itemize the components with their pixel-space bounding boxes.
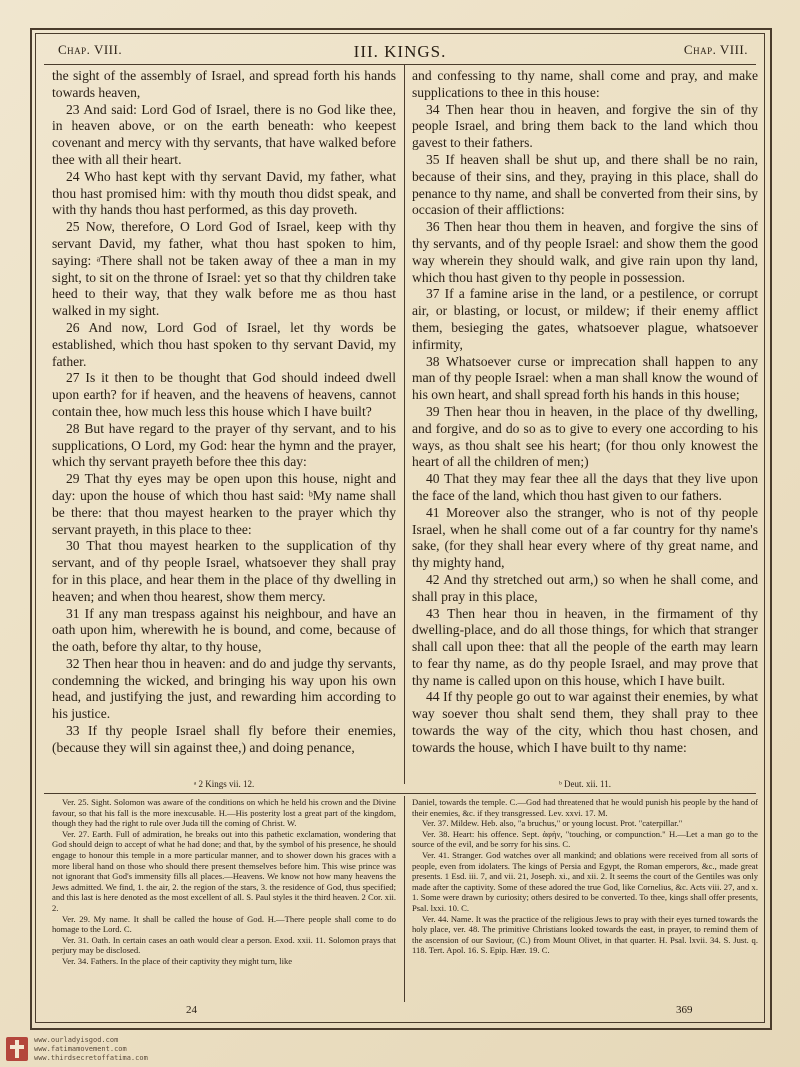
left-text-column xyxy=(52,68,396,774)
cross-reference-right: ᵇ Deut. xii. 11. xyxy=(559,779,611,789)
book-title: III. KINGS. xyxy=(353,42,447,61)
watermark-url[interactable]: www.thirdsecretoffatima.com xyxy=(34,1054,148,1062)
verse-paragraph: 34 Then hear thou in heaven, and forgive the sin of thy people Israel, and bring them back to the land which thou gavest to their fathers. xyxy=(412,101,758,151)
watermark-url[interactable]: www.fatimamovement.com xyxy=(34,1045,127,1053)
chapter-label-right: Chap. VIII. xyxy=(683,42,748,57)
verse-paragraph: the sight of the assembly of Israel, and spread forth his hands towards heaven, xyxy=(52,68,396,100)
commentary-left xyxy=(52,797,396,1003)
header-rule xyxy=(44,64,756,65)
watermark xyxy=(4,1034,224,1064)
verse-paragraph: 25 Now, therefore, O Lord God of Israel, keep with thy servant David, my father, what thou hast spoken to him, saying: ᵃThere shall not be taken away of thee a man in my sight, to sit on the throne of Israel: yet so that thy children take heed to their way, that they walk before me as thou hast walked in my sight. xyxy=(52,219,396,319)
page-number-right: 369 xyxy=(676,1004,693,1016)
commentary-note: Ver. 38. Heart: his offence. Sept. ἁφὴν, "touching, or compunction." H.—Let a man go to the source of the evil, and be sorry for his sins. C. xyxy=(412,828,758,850)
verse-paragraph: 27 Is it then to be thought that God should indeed dwell upon earth? for if heaven, and the heavens of heavens, cannot contain thee, how much less this house which I have built? xyxy=(52,370,396,419)
verse-paragraph: 35 If heaven shall be shut up, and there shall be no rain, because of their sins, and they, praying in this place, shall do penance to thy name, and shall be converted from their sins, by occasion of their afflictions: xyxy=(412,151,758,218)
verse-paragraph: and confessing to thy name, shall come and pray, and make supplications to thee in this house: xyxy=(412,68,758,100)
cross-logo-icon xyxy=(6,1037,28,1061)
notes-rule xyxy=(44,793,756,794)
commentary-note: Ver. 27. Earth. Full of admiration, he breaks out into this pathetic exclamation, wondering that God should deign to accept of what he had done; and that, by the symbol of his presence, he should engage to honour this temple in a more particular manner, and to shower down his graces with a more liberal hand on those who should there present themselves before him. This wise prince was not ignorant that God's immensity fills all places.—Heavens. We know not how many heavens the Jews admitted. We find, 1. the air, 2. the region of the stars, 3. the residence of God, thus specified; and this last is here denoted as the most excellent of all. S. Paul styles it the third heaven. 2 Cor. xii. 2. xyxy=(52,828,396,913)
verse-paragraph: 38 Whatsoever curse or imprecation shall happen to any man of thy people Israel: when a man shall know the wound of his own heart, and shall spread forth his hands in this house; xyxy=(412,353,758,403)
commentary-note: Ver. 37. Mildew. Heb. also, "a bruchus," or young locust. Prot. "caterpillar." xyxy=(422,818,683,829)
verse-paragraph: 44 If thy people go out to war against their enemies, by what way soever thou shalt send them, they shall pray to thee towards the way of the city, which thou hast chosen, and towards the house, which I have built to thy name: xyxy=(412,689,758,755)
commentary-note: Ver. 34. Fathers. In the place of their captivity they might turn, like xyxy=(62,955,293,966)
commentary-right xyxy=(412,797,758,1003)
verse-paragraph: 31 If any man trespass against his neighbour, and have an oath upon him, wherewith he is bound, and come, because of the oath, before thy altar, to thy house, xyxy=(52,605,396,655)
commentary-note: Ver. 29. My name. It shall be called the house of God. H.—There people shall come to do homage to the Lord. C. xyxy=(52,913,396,935)
verse-paragraph: 36 Then hear thou them in heaven, and forgive the sins of thy servants, and of thy people Israel: and show them the good way wherein they should walk, and give rain upon thy land, which thou hast given to thy people in possession. xyxy=(412,219,758,285)
running-head xyxy=(44,38,756,64)
verse-paragraph: 23 And said: Lord God of Israel, there is no God like thee, in heaven above, or on the earth beneath: who keepest covenant and mercy with thy servants, that have walked before thee with all their heart. xyxy=(52,101,396,167)
notes-column-divider xyxy=(404,796,405,1002)
verse-paragraph: 29 That thy eyes may be open upon this house, night and day: upon the house of which thou hast said: ᵇMy name shall be there: that thou mayest hearken to the prayer which thy servant prayeth, in this place to thee: xyxy=(52,471,396,537)
commentary-note: Ver. 44. Name. It was the practice of the religious Jews to pray with their eyes turned towards the holy place, ver. 48. The primitive Christians looked towards the east, in prayer, to remind them of the ascension of our Saviour, (C.) from Mount Olivet, in that quarter. H. Psal. lxvii. 34. S. Just. q. 118. Tert. Apol. 16. S. Epip. Hær. 19. C. xyxy=(412,913,758,956)
verse-paragraph: 28 But have regard to the prayer of thy servant, and to his supplications, O Lord, my God: hear the hymn and the prayer, which thy servant prayeth before thee this day: xyxy=(52,420,396,470)
commentary-note: Ver. 41. Stranger. God watches over all mankind; and oblations were received from all sorts of people, even from idolaters. The kings of Persia and Egypt, the Roman emperors, &c., made great presents. 1 Esd. iii. 7, and vii. 21, Joseph. xi., and xii. 2. It seems the court of the Gentiles was only made after the captivity. Some of these adored the true God, like Cornelius, &c. Acts viii. 27, and x. 1. Some were drawn by curiosity; others desired to be converted. To thee, kings shall offer presents, Psal. lxxi. 10. C. xyxy=(412,849,758,913)
verse-paragraph: 32 Then hear thou in heaven: and do and judge thy servants, condemning the wicked, and bringing his way upon his own head, and justifying the just, and rewarding him according to his justice. xyxy=(52,655,396,722)
verse-paragraph: 43 Then hear thou in heaven, in the firmament of thy dwelling-place, and do all those things, for which that stranger shall call upon thee: that all the people of the earth may learn to fear thy name, as do thy people Israel, and may prove that thy name is called upon on this house, which I have built. xyxy=(412,605,758,688)
right-text-column xyxy=(412,68,758,774)
verse-paragraph: 42 And thy stretched out arm,) so when he shall come, and shall pray in this place, xyxy=(412,571,758,604)
commentary-note: Daniel, towards the temple. C.—God had threatened that he would punish his people by the hand of their enemies, &c. if they transgressed. Lev. xxvi. 17. M. xyxy=(412,797,758,818)
page-number-left: 24 xyxy=(186,1004,197,1016)
verse-paragraph: 41 Moreover also the stranger, who is not of thy people Israel, when he shall come out of a far country for thy name's sake, (for they shall hear every where of thy great name, and thy mighty hand, xyxy=(412,504,758,571)
verse-paragraph: 26 And now, Lord God of Israel, let thy words be established, which thou hast spoken to thy servant David, my father. xyxy=(52,319,396,369)
verse-paragraph: 40 That they may fear thee all the days that they live upon the face of the land, which thou hast given to our fathers. xyxy=(412,471,758,503)
commentary-note: Ver. 31. Oath. In certain cases an oath would clear a person. Exod. xxii. 11. Solomon prays that perjury may be disclosed. xyxy=(52,934,396,956)
chapter-label-left: Chap. VIII. xyxy=(58,42,123,57)
column-divider xyxy=(404,64,405,784)
commentary-note: Ver. 25. Sight. Solomon was aware of the conditions on which he held his crown and the Divine favour, so that his fall is the more inexcusable. H.—His posterity lost a great part of the kingdom, though they had the right to rule over Juda till the coming of Christ. W. xyxy=(52,797,396,829)
verse-paragraph: 37 If a famine arise in the land, or a pestilence, or corrupt air, or blasting, or locust, or mildew; if their enemy afflict them, besieging the gates, whatsoever plague, whatsoever infirmity, xyxy=(412,286,758,352)
watermark-url[interactable]: www.ourladyisgod.com xyxy=(34,1036,119,1044)
cross-reference-left: ᵃ 2 Kings vii. 12. xyxy=(193,779,255,789)
verse-paragraph: 30 That thou mayest hearken to the supplication of thy servant, and of thy people Israel, whatsoever they shall pray for in this place, and hear them in the place of thy dwelling in heaven; and when thou hearest, show them mercy. xyxy=(52,538,396,604)
watermark-urls xyxy=(34,1036,148,1063)
verse-paragraph: 24 Who hast kept with thy servant David, my father, what thou hast promised him: with thy mouth thou didst speak, and with thy hands thou hast performed, as this day proveth. xyxy=(52,168,396,218)
verse-paragraph: 39 Then hear thou in heaven, in the place of thy dwelling, and forgive, and do so as to give to every one according to his ways, as thou shalt see his heart; (for thou only knowest the heart of all the children of men;) xyxy=(412,403,758,470)
verse-paragraph: 33 If thy people Israel shall fly before their enemies, (because they will sin against thee,) and doing penance, xyxy=(52,723,396,755)
